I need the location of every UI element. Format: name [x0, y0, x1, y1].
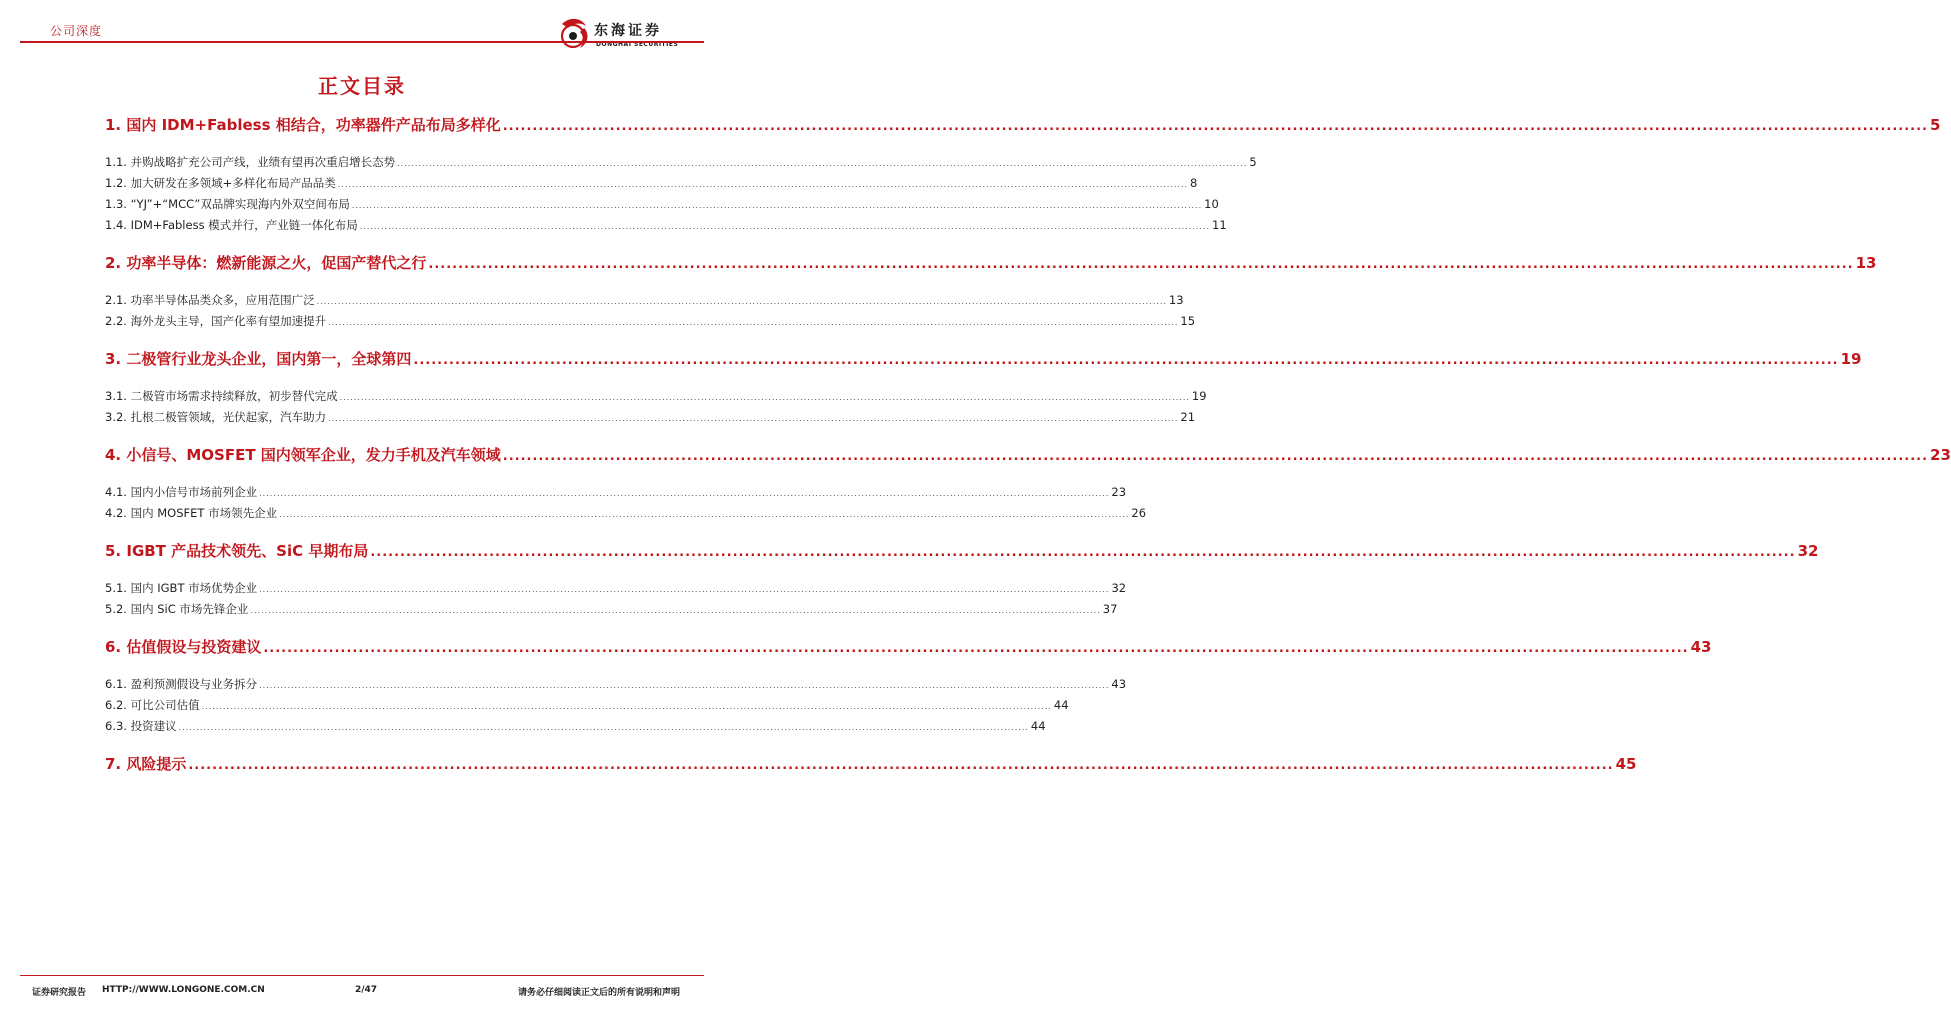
toc-page-number: 32: [1111, 581, 1127, 595]
toc-section-entry[interactable]: [105, 695, 1069, 716]
toc-spacer: [105, 428, 623, 443]
toc-page-number: 19: [1191, 389, 1207, 403]
toc-dot-leader: ................................................................................................................................................................................................................................................: [502, 449, 1929, 464]
toc-dot-leader: ................................................................................................................................................................................................................................................: [178, 723, 1029, 732]
toc-entry-title: 4.1. 国内小信号市场前列企业: [105, 485, 258, 499]
toc-page-number: 32: [1797, 542, 1819, 560]
toc-dot-leader: ................................................................................................................................................................................................................................................: [397, 159, 1248, 168]
toc-page-number: 5: [1929, 116, 1941, 134]
toc-entry-title: 3.2. 扎根二极管领域，光伏起家，汽车助力: [105, 410, 327, 424]
toc-entry-title: 6. 估值假设与投资建议: [105, 638, 262, 656]
toc-page-number: 21: [1180, 410, 1196, 424]
toc-page-number: 23: [1930, 446, 1951, 464]
toc-entry-title: 1.2. 加大研发在多领域+多样化布局产品品类: [105, 176, 336, 190]
toc-title: 正文目录: [318, 74, 406, 98]
toc-page-number: 43: [1690, 638, 1712, 656]
toc-page-number: 13: [1855, 254, 1877, 272]
toc-page-number: 10: [1204, 197, 1219, 211]
toc-page-number: 8: [1190, 176, 1198, 190]
toc-entry-title: 1.1. 并购战略扩充公司产线，业绩有望再次重启增长态势: [105, 155, 396, 169]
toc-page-number: 19: [1840, 350, 1862, 368]
toc-spacer: [105, 776, 623, 791]
toc-page-number: 26: [1131, 506, 1147, 520]
footer-disclaimer: 请务必仔细阅读正文后的所有说明和声明: [518, 988, 681, 998]
toc-chapter-entry[interactable]: [105, 539, 1819, 563]
toc-chapter-entry[interactable]: [105, 347, 1862, 371]
toc-dot-leader: ................................................................................................................................................................................................................................................: [339, 393, 1190, 402]
toc-page-number: 44: [1030, 719, 1046, 733]
toc-dot-leader: ................................................................................................................................................................................................................................................: [328, 414, 1179, 423]
logo-chinese-name: 东海证券: [594, 23, 662, 39]
toc-dot-leader: ................................................................................................................................................................................................................................................: [316, 297, 1167, 306]
toc-dot-leader: ................................................................................................................................................................................................................................................: [259, 681, 1110, 690]
toc-spacer: [105, 236, 623, 251]
toc-spacer: [105, 371, 623, 386]
toc-section-entry[interactable]: [105, 194, 1219, 215]
toc-page-number: 23: [1111, 485, 1127, 499]
toc-entry-title: 1. 国内 IDM+Fabless 相结合，功率器件产品布局多样化: [105, 116, 501, 134]
toc-entry-title: 3.1. 二极管市场需求持续释放，初步替代完成: [105, 389, 338, 403]
toc-chapter-entry[interactable]: [105, 251, 1877, 275]
toc-spacer: [105, 620, 623, 635]
toc-page-number: 15: [1180, 314, 1196, 328]
toc-entry-title: 2.2. 海外龙头主导，国产化率有望加速提升: [105, 314, 327, 328]
footer-page-number: 2/47: [355, 985, 378, 995]
toc-entry-title: 6.2. 可比公司估值: [105, 698, 200, 712]
toc-dot-leader: ................................................................................................................................................................................................................................................: [201, 702, 1052, 711]
footer-divider: [20, 975, 704, 976]
toc-spacer: [105, 659, 623, 674]
toc-dot-leader: ................................................................................................................................................................................................................................................: [250, 606, 1101, 615]
toc-dot-leader: ................................................................................................................................................................................................................................................: [328, 318, 1179, 327]
toc-section-entry[interactable]: [105, 215, 1227, 236]
toc-page-number: 11: [1212, 218, 1227, 232]
toc-entry-title: 6.3. 投资建议: [105, 719, 177, 733]
footer-report-label: 证券研究报告: [32, 988, 87, 998]
toc-entry-title: 4. 小信号、MOSFET 国内领军企业，发力手机及汽车领域: [105, 446, 501, 464]
toc-entry-title: 1.3. “YJ”+“MCC”双品牌实现海内外双空间布局: [105, 197, 350, 211]
toc-entry-title: 5.2. 国内 SiC 市场先锋企业: [105, 602, 249, 616]
toc-section-entry[interactable]: [105, 152, 1257, 173]
toc-entry-title: 1.4. IDM+Fabless 模式并行，产业链一体化布局: [105, 218, 358, 232]
toc-section-entry[interactable]: [105, 578, 1127, 599]
toc-page-number: 13: [1168, 293, 1184, 307]
toc-spacer: [105, 467, 623, 482]
toc-section-entry[interactable]: [105, 503, 1147, 524]
toc-entry-title: 5.1. 国内 IGBT 市场优势企业: [105, 581, 258, 595]
toc-dot-leader: ................................................................................................................................................................................................................................................: [502, 119, 1928, 134]
company-logo: [556, 14, 706, 54]
toc-dot-leader: ................................................................................................................................................................................................................................................: [413, 353, 1839, 368]
toc-chapter-entry[interactable]: [105, 113, 1941, 137]
toc-dot-leader: ................................................................................................................................................................................................................................................: [428, 257, 1854, 272]
toc-page-number: 45: [1615, 755, 1637, 773]
toc-dot-leader: ................................................................................................................................................................................................................................................: [337, 180, 1189, 189]
toc-spacer: [105, 563, 623, 578]
dragon-icon: [556, 14, 592, 54]
toc-entry-title: 2.1. 功率半导体品类众多，应用范围广泛: [105, 293, 315, 307]
toc-dot-leader: ................................................................................................................................................................................................................................................: [263, 641, 1689, 656]
toc-chapter-entry[interactable]: [105, 635, 1712, 659]
toc-spacer: [105, 275, 623, 290]
toc-entry-title: 7. 风险提示: [105, 755, 187, 773]
toc-dot-leader: ................................................................................................................................................................................................................................................: [279, 510, 1130, 519]
toc-page-number: 5: [1249, 155, 1257, 169]
toc-dot-leader: ................................................................................................................................................................................................................................................: [359, 222, 1211, 231]
header-divider: [20, 41, 704, 43]
toc-spacer: [105, 737, 623, 752]
toc-spacer: [105, 332, 623, 347]
table-of-contents: [105, 113, 1951, 791]
toc-dot-leader: ................................................................................................................................................................................................................................................: [351, 201, 1203, 210]
toc-spacer: [105, 137, 623, 152]
footer-website-link[interactable]: HTTP://WWW.LONGONE.COM.CN: [102, 985, 265, 995]
toc-section-entry[interactable]: [105, 716, 1046, 737]
toc-entry-title: 6.1. 盈利预测假设与业务拆分: [105, 677, 258, 691]
toc-section-entry[interactable]: [105, 674, 1127, 695]
toc-entry-title: 4.2. 国内 MOSFET 市场领先企业: [105, 506, 278, 520]
toc-dot-leader: ................................................................................................................................................................................................................................................: [259, 585, 1110, 594]
toc-section-entry[interactable]: [105, 173, 1198, 194]
toc-section-entry[interactable]: [105, 407, 1196, 428]
toc-section-entry[interactable]: [105, 311, 1196, 332]
toc-entry-title: 5. IGBT 产品技术领先、SiC 早期布局: [105, 542, 369, 560]
toc-chapter-entry[interactable]: [105, 752, 1637, 776]
toc-chapter-entry[interactable]: [105, 443, 1951, 467]
toc-dot-leader: ................................................................................................................................................................................................................................................: [259, 489, 1110, 498]
logo-english-name: DONGHAI SECURITIES: [596, 41, 679, 48]
toc-section-entry[interactable]: [105, 482, 1127, 503]
toc-page-number: 44: [1053, 698, 1069, 712]
toc-page-number: 37: [1102, 602, 1118, 616]
toc-entry-title: 3. 二极管行业龙头企业，国内第一，全球第四: [105, 350, 412, 368]
report-type-tag: 公司深度: [50, 24, 103, 38]
toc-section-entry[interactable]: [105, 386, 1207, 407]
toc-spacer: [105, 524, 623, 539]
toc-dot-leader: ................................................................................................................................................................................................................................................: [188, 758, 1614, 773]
toc-section-entry[interactable]: [105, 290, 1184, 311]
toc-entry-title: 2. 功率半导体：燃新能源之火，促国产替代之行: [105, 254, 427, 272]
toc-section-entry[interactable]: [105, 599, 1118, 620]
toc-dot-leader: ................................................................................................................................................................................................................................................: [370, 545, 1796, 560]
toc-page-number: 43: [1111, 677, 1127, 691]
